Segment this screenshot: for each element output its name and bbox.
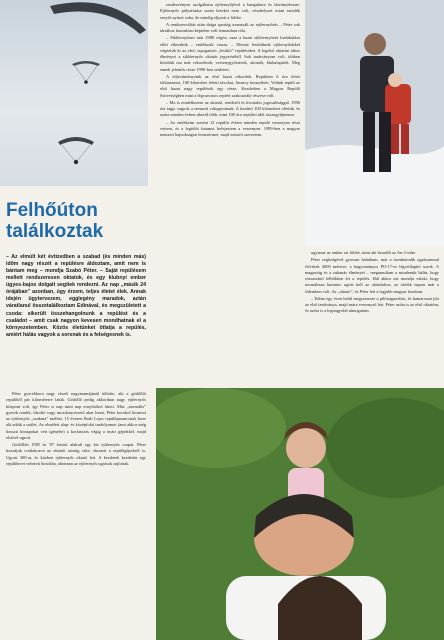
article-column-left [6, 391, 146, 468]
paragraph: A rendszerváltás után drága sportág avanzsált az ejtőernyőzés – Péter sok társához hasonlóan képtelen volt lemondani róla. [160, 21, 300, 33]
article-column-right [305, 250, 439, 316]
paragraph: – Siklóernyőzni már 1988 végén, azaz a hazai siklóernyőzés kialakulása előtt elkezdtük – emlékszik vissza. – Eleinte lesétáltunk ejtőernyőnkkel végéztük ki az első, tapogatózó „lesikló” repüléseket. A legelső oktatási tábor élményei a siklóernyős oktatás jegyzéséből. Sok tanítványom volt, többen közülük ma már rekorderek, versenygyőztesek, oktatók, klubalapítók. Meg ennek jelentős része 1990-ben született. [160, 35, 300, 72]
paragraph: ugyanaz az ember ott földet, mint aki beszállt az An-2-esbe. [311, 250, 417, 255]
paragraph: Gödöllőn 1985 és '87 között alakult egy kis ejtőernyős csapat. Péter hozzájuk csatlakozva az oktatói szintig vitte, oktatott a repülőgépekről is. Ugrott 300-at, és közben ejtőernyős oktató lett. A kezdetek kezdetén egy repülőteret vehetett birtokba, ahonnan az ejtőernyős ugrások zajlottak. [6, 442, 146, 466]
article-title: Felhőúton találkoztak [6, 200, 104, 243]
paragraph: rendezvényen szolgáltatta ejtőernyőjével a hangulatot és látványelemet. Ejtőernyős pályafutása során heteket nem volt, vészhelyzet miatt tartalék ernyőt nyitott soha, de mindig eljutott a földre. [160, 2, 300, 20]
winter-father-child-photo [305, 0, 444, 246]
paragraph: – Ma is rendelkezem az oktatói, rendezői és hivatalos jogosultsággal. 1996 óta tagja vagyok a nemzeti válogatottnak. A kezdeti 100 kilométert elértük, és azóta minden évben sikerül több, mint 100 óra repülési időt összegyűjtenem. [160, 99, 300, 118]
article-column-middle [160, 2, 300, 139]
paragraph: – Edina egy éven belül megszerezte a pilótaigazolást, és hamarosan jött az első tanítványa, majd mára versenyző lett. Péter azóta is az első oktatóm, és azóta is a legnagyobb támogatóm. [305, 295, 439, 314]
paraglider-sky-photo [0, 0, 148, 186]
paragraph: Péter segítségével gyorsan haladtam, már a tizenhatodik ugrásommal felvittek 4000 méterre, a hagyományos PO-17-es légcsillapító sorok. A magasság és a zuhanás élményét – megtanultam a mindenütt hálás, hogy rózsaszínű felhőkben ért a repülés. Hál akkor azt mondja valaki, hogy normálisan harminc ugrás kell az oktatáshoz, az ötödik napon már a fülemben volt. Az „oktató”, és Péter lett a legjobb magyar barátom. [305, 257, 439, 294]
paragraph: – Az emlékeim szerint 12 repülős évben minden repülő versenyen részt vettem, és a legtöbb futamot befejeztem a versenyen. 1999-ben a magyar nemzeti bajnokságon bronzérmet, majd ezüstöt szereztem. [160, 119, 300, 137]
article-lead: – Az elmúlt két évtizedben a szabad (és minden más) időm nagy részét a repülésre áldoztam, amit nem is bántam meg – mondja Szabó Péter. – Saját repülésem mellett rendszeresen oktatok, és egy klubnyi ember ügyes-bajos dolgait segítek rendezni. Az nap „másik 24 órájában” azonban, úgy érzem, teljes életet élek. Annak idején ügytervezem, egglegény maradok, aztán váratlanul összetalálkoztam Edinával, és megszületett a csoda: sikerült összehangolnunk a repülést és a családot – amit csak nagyon kevesen mondhatnak el a környezetemben. Közös életünket ötlatja a repülés, amiért hálás vagyok a sorsnak és a felségesnek is. [6, 254, 146, 338]
family-smiling-photo [156, 388, 444, 640]
paragraph: Péter gyerekkora nagy részét nagymamájánál töltötte, aki a gödöllői repülőtől pár kilométerre lakik. Gödöllő pedig akkoriban nagy ejtőernyős központ volt, így Péter is nap mint nap ernyősöket látott. Más „normális” gyerek rendőr, tűzoltó vagy mozdonyvezető akar lenni, Péter korokol kitartott az ejtőernyős „szakma” mellett. 15 évesen Both Lajos repülőparancsnok keze alá adták a szülei. Az elméleti alap- és középfokú tanfolyamot (ami akkor még hosszú hónapokat vett igénybe) a korlatozás végig a nyári gépekkel, majd elsővel ugrott. [6, 391, 146, 440]
paragraph: A teljesítményeink az első hazai rekordok. Repültem 6 óra felett időtartamot, 100 kilométer feletti távokat, Annecy környékén. Velünk repült az első hazai nagy repülések egy része. Kezdetben a Magyar Repülő Szövetségben mint a légcsavaros reptéri szakosztály részese volt. [160, 73, 300, 98]
